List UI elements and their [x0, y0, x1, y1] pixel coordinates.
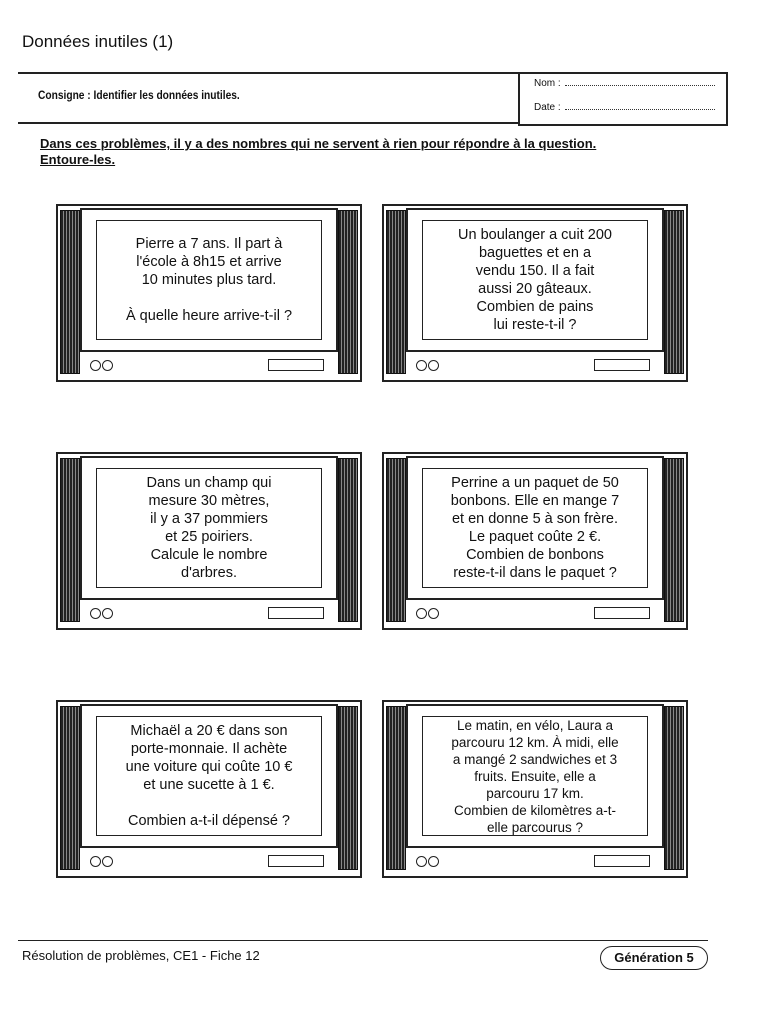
knob-icon	[90, 856, 101, 867]
tv-screen	[80, 208, 338, 352]
speaker-grille	[60, 210, 80, 374]
tv-base	[406, 350, 664, 378]
tv-base	[80, 846, 338, 874]
knob-icon	[102, 360, 113, 371]
slot-icon	[268, 855, 324, 867]
instruction-line-2: Entoure-les.	[40, 152, 116, 167]
tv-screen	[406, 704, 664, 848]
footer-divider	[18, 940, 708, 941]
knob-icon	[428, 360, 439, 371]
footer-text: Résolution de problèmes, CE1 - Fiche 12	[22, 948, 260, 963]
slot-icon	[594, 607, 650, 619]
problem-card-4	[382, 452, 688, 630]
tv-base	[80, 350, 338, 378]
problem-text: Dans un champ qui mesure 30 mètres, il y a 37 pommiers et 25 poiriers. Calcule le nombre d'arbres.	[146, 475, 272, 581]
tv-screen	[80, 456, 338, 600]
problem-card-5	[56, 700, 362, 878]
speaker-grille	[664, 210, 684, 374]
slot-icon	[594, 855, 650, 867]
problem-card-3	[56, 452, 362, 630]
knob-icon	[416, 608, 427, 619]
knob-icon	[416, 856, 427, 867]
knob-icon	[428, 856, 439, 867]
tv-screen	[80, 704, 338, 848]
tv-screen	[406, 208, 664, 352]
speaker-grille	[60, 458, 80, 622]
knob-icon	[102, 608, 113, 619]
knob-icon	[102, 856, 113, 867]
speaker-grille	[338, 706, 358, 870]
brand-badge: Génération 5	[600, 946, 708, 970]
tv-base	[406, 846, 664, 874]
problem-text: Michaël a 20 € dans son porte-monnaie. Il achète une voiture qui coûte 10 € et une sucette à 1 €. Combien a-t-il dépensé ?	[125, 723, 293, 829]
page-title: Données inutiles (1)	[22, 32, 174, 51]
speaker-grille	[664, 706, 684, 870]
slot-icon	[594, 359, 650, 371]
nom-field	[534, 78, 715, 89]
speaker-grille	[386, 458, 406, 622]
speaker-grille	[386, 210, 406, 374]
problem-card-1	[56, 204, 362, 382]
problem-card-6	[382, 700, 688, 878]
name-date-box	[518, 72, 728, 126]
tv-base	[80, 598, 338, 626]
date-field	[534, 102, 715, 113]
tv-base	[406, 598, 664, 626]
speaker-grille	[338, 458, 358, 622]
instruction-line-1: Dans ces problèmes, il y a des nombres qui ne servent à rien pour répondre à la question.	[40, 136, 597, 151]
problem-text: Pierre a 7 ans. Il part à l'école à 8h15 et arrive 10 minutes plus tard. À quelle heure arrive-t-il ?	[125, 236, 293, 324]
slot-icon	[268, 607, 324, 619]
date-label: Date :	[534, 102, 561, 113]
tv-screen	[406, 456, 664, 600]
speaker-grille	[338, 210, 358, 374]
problem-text: Le matin, en vélo, Laura a parcouru 12 km. À midi, elle a mangé 2 sandwiches et 3 fruits. Ensuite, elle a parcouru 17 km. Combien de kilomètres a-t- elle parcourus ?	[451, 717, 619, 835]
nom-label: Nom :	[534, 78, 561, 89]
problem-card-2	[382, 204, 688, 382]
knob-icon	[90, 360, 101, 371]
knob-icon	[428, 608, 439, 619]
slot-icon	[268, 359, 324, 371]
problem-text: Perrine a un paquet de 50 bonbons. Elle en mange 7 et en donne 5 à son frère. Le paquet coûte 2 €. Combien de bonbons reste-t-il dans le paquet ?	[450, 475, 620, 581]
instruction	[40, 136, 720, 168]
consigne-text: Consigne : Identifier les données inutiles.	[38, 88, 240, 102]
speaker-grille	[664, 458, 684, 622]
speaker-grille	[60, 706, 80, 870]
speaker-grille	[386, 706, 406, 870]
knob-icon	[90, 608, 101, 619]
knob-icon	[416, 360, 427, 371]
problem-text: Un boulanger a cuit 200 baguettes et en a vendu 150. Il a fait aussi 20 gâteaux. Combien de pains lui reste-t-il ?	[458, 227, 612, 333]
